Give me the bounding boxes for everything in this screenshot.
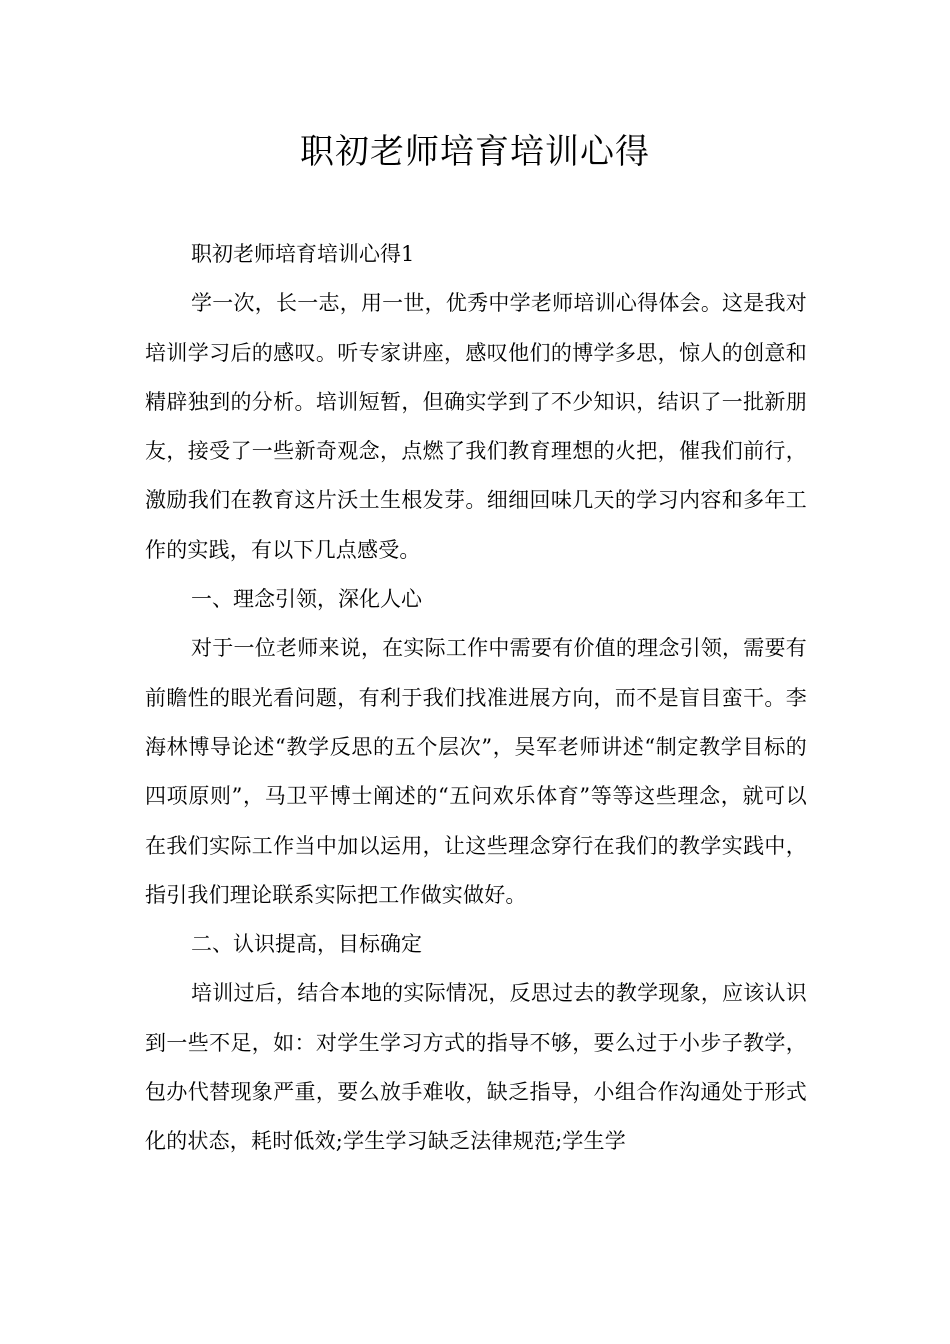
- paragraph-section-2: 培训过后，结合本地的实际情况，反思过去的教学现象，应该认识到一些不足，如：对学生学习方式的指导不够，要么过于小步子教学，包办代替现象严重，要么放手难收，缺乏指导，小组合作沟通处于形式化的状态，耗时低效;学生学习缺乏法律规范;学生学: [145, 981, 807, 1154]
- paragraph-intro: 学一次，长一志，用一世，优秀中学老师培训心得体会。这是我对培训学习后的感叹。听专家讲座，感叹他们的博学多思，惊人的创意和精辟独到的分析。培训短暂，但确实学到了不少知识，结识了一批新朋友，接受了一些新奇观念，点燃了我们教育理想的火把，催我们前行，激励我们在教育这片沃土生根发芽。细细回味几天的学习内容和多年工作的实践，有以下几点感受。: [145, 291, 807, 562]
- document-title: 职初老师培育培训心得: [300, 132, 650, 172]
- section-heading-2: 二、认识提高，目标确定: [191, 932, 422, 957]
- section-heading-1: 一、理念引领，深化人心: [191, 587, 422, 612]
- document-subtitle: 职初老师培育培训心得1: [191, 242, 415, 266]
- paragraph-section-1: 对于一位老师来说，在实际工作中需要有价值的理念引领，需要有前瞻性的眼光看问题，有利于我们找准进展方向，而不是盲目蛮干。李海林博导论述“教学反思的五个层次”，吴军老师讲述“制定教学目标的四项原则”，马卫平博士阐述的“五问欢乐体育”等等这些理念，就可以在我们实际工作当中加以运用，让这些理念穿行在我们的教学实践中，指引我们理论联系实际把工作做实做好。: [145, 636, 807, 907]
- document-body: [145, 230, 807, 1167]
